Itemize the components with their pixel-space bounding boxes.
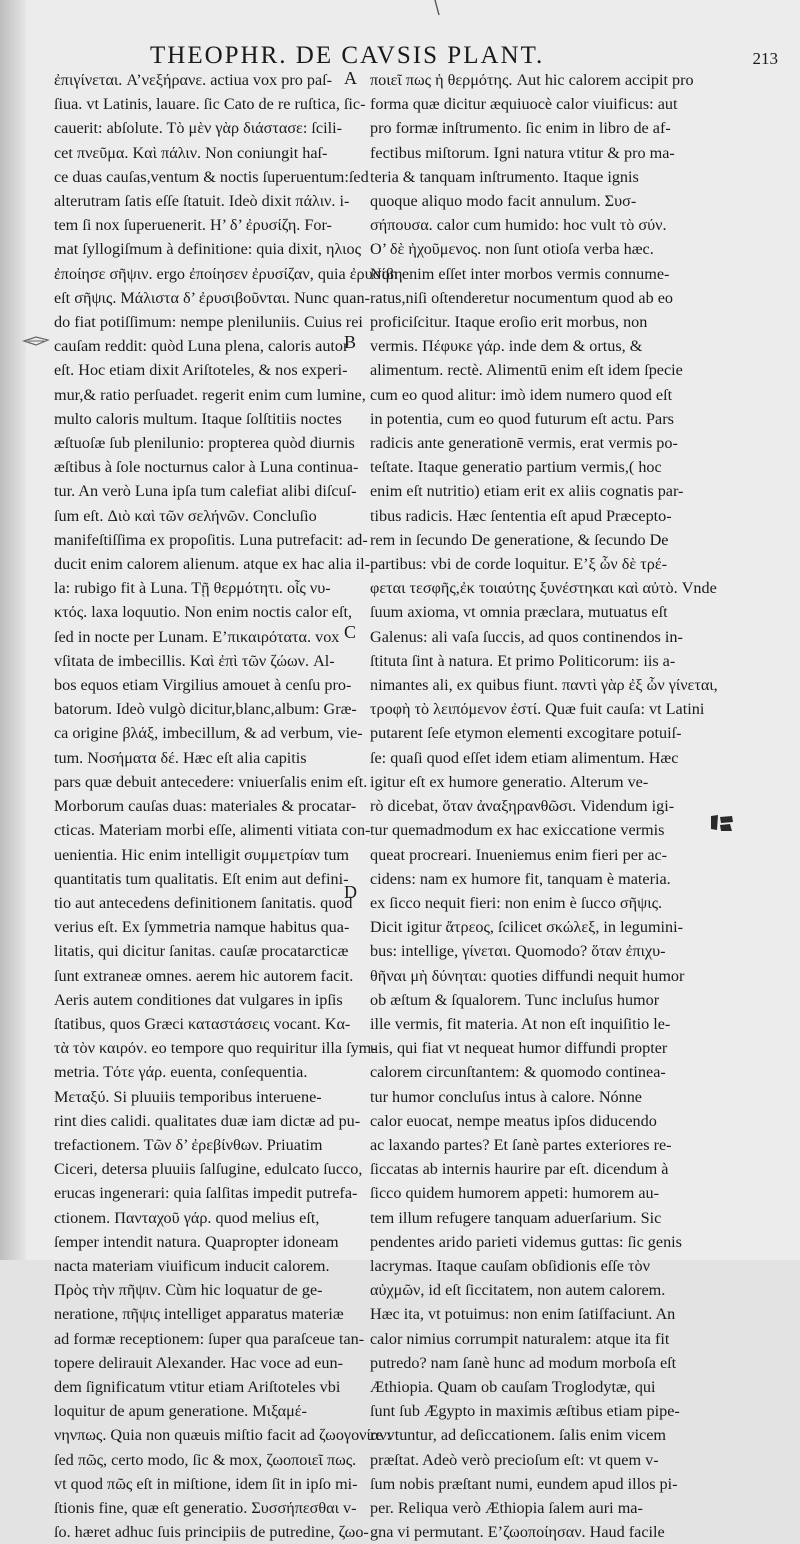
margin-letter-b: B bbox=[344, 332, 357, 352]
text-line: Hæc ita, vt potuimus: non enim ſatiſfaciunt. An bbox=[370, 1305, 676, 1324]
text-line: multo caloris multum. Itaque ſolſtitiis noctes bbox=[54, 409, 342, 428]
text-line: ſunt ſub Ægypto in maximis æſtibus etiam pipe- bbox=[370, 1402, 680, 1421]
text-line: Non enim eſſet inter morbos vermis connume- bbox=[370, 264, 670, 283]
text-line: putredo? nam ſanè hunc ad modum morboſa eſt bbox=[370, 1353, 677, 1372]
text-line: æſtuoſæ ſub plenilunio: propterea quòd diurnis bbox=[54, 434, 355, 453]
text-line: ἐποίησε σῆψιν. ergo ἐποίησεν ἐρυσίζαν, quia ἐρυσίβη bbox=[54, 264, 403, 283]
text-line: tibus radicis. Hæc ſententia eſt apud Præcepto- bbox=[370, 506, 672, 525]
text-line: in potentia, cum eo quod futurum eſt actu. Pars bbox=[370, 409, 674, 428]
text-line: αὐχμῶν, id eſt ſiccitatem, non autem calorem. bbox=[370, 1281, 666, 1300]
text-line: ἐπιγίνεται. A’νεξήρανε. actiua vox pro paſ- bbox=[54, 71, 333, 89]
text-line: batorum. Ideò vulgò dicitur,blanc,album: Græ- bbox=[54, 700, 357, 719]
text-line: cauerit: abſolute. Tὸ μὲν γὰρ διάστασε: ſcili- bbox=[54, 119, 342, 138]
text-line: τὰ τὸν καιρόν. eo tempore quo requiritur illa ſym- bbox=[54, 1039, 377, 1058]
text-line: proficiſcitur. Itaque eroſio erit morbus, non bbox=[370, 313, 648, 332]
text-line: ſum nobis præſtant numi, eundem apud illos pi- bbox=[370, 1474, 678, 1493]
text-line: gna vi permutant. E’ζωοποίησαν. Haud facile bbox=[370, 1523, 665, 1542]
text-line: teria & tanquam inſtrumento. Itaque ignis bbox=[370, 167, 639, 186]
text-line: Æthiopia. Quam ob cauſam Troglodytæ, qui bbox=[370, 1377, 656, 1396]
marginal-pointer-mark bbox=[22, 334, 50, 348]
text-line: tur. An verò Luna ipſa tum calefiat alibi diſcuſ- bbox=[54, 482, 357, 501]
text-line: rò dicebat, ὅταν ἀναξηρανθῶσι. Videndum igi- bbox=[370, 797, 675, 816]
text-line: do fiat potiſſimum: nempe pleniluniis. Cuius rei bbox=[54, 313, 363, 332]
text-line: erucas ingenerari: quia ſalſitas impedit putrefa- bbox=[54, 1184, 358, 1203]
text-line: metria. Tότε γάρ. euenta, conſequentia. bbox=[54, 1063, 308, 1082]
text-line: ſicco quidem humorem appeti: humorem au- bbox=[370, 1184, 660, 1203]
margin-letter-a: A bbox=[344, 68, 357, 88]
text-line: cticas. Materiam morbi eſſe, alimenti vitiata con- bbox=[54, 821, 371, 840]
text-line: uenientia. Hic enim intelligit συμμετρίαν tum bbox=[54, 845, 350, 864]
page-number: 213 bbox=[752, 49, 778, 68]
text-line: lacrymas. Itaque cauſam obſidionis eſſe τὸν bbox=[370, 1256, 650, 1275]
text-line: Πρὸς τὴν πῆψιν. Cùm hic loquatur de ge- bbox=[54, 1281, 323, 1300]
text-line: per. Reliqua verò Æthiopia ſalem auri ma- bbox=[370, 1498, 643, 1517]
text-line: cidens: nam ex humore fit, tanquam è materia. bbox=[370, 869, 671, 888]
text-line: quantitatis tum qualitatis. Eſt enim aut defini- bbox=[54, 869, 349, 888]
text-line: calor euocat, nempe meatus ipſos diducendo bbox=[370, 1111, 657, 1130]
text-line: alimentum. rectè. Alimentū enim eſt idem ſpecie bbox=[370, 361, 683, 380]
text-line: cauſam reddit: quòd Luna plena, caloris autor bbox=[54, 337, 349, 356]
text-line: ob æſtum & ſqualorem. Tunc incluſus humor bbox=[370, 990, 660, 1009]
text-line: tem illum refugere tanquam aduerſarium. Sic bbox=[370, 1208, 662, 1227]
text-line: enim eſt nutritio) etiam erit ex aliis cognatis par- bbox=[370, 482, 684, 501]
text-line: la: rubigo fit à Luna. Tῇ θερμότητι. οἷς νυ- bbox=[54, 579, 331, 598]
text-line: ſum eſt. Διὸ καὶ τῶν σελήνῶν. Concluſio bbox=[54, 506, 317, 525]
text-line: uis, qui fiat vt nequeat humor diffundi propter bbox=[370, 1039, 668, 1058]
text-line: manifeſtiſſima ex propoſitis. Luna putrefacit: ad- bbox=[54, 530, 368, 549]
text-line: ducit enim calorem alienum. atque ex hac alia il- bbox=[54, 555, 370, 574]
text-line: ſiua. vt Latinis, lauare. ſic Cato de re ruſtica, ſic- bbox=[54, 95, 366, 114]
text-line: alterutram ſatis eſſe ſtatuit. Ideò dixit πάλιν. i- bbox=[54, 192, 350, 211]
text-line: ſunt extraneæ omnes. aerem hic autorem facit. bbox=[54, 966, 354, 985]
text-line: calor nimius corrumpit naturalem: atque ita fit bbox=[370, 1329, 670, 1348]
text-line: putarent ſeſe etymon elementi excogitare potuiſ- bbox=[370, 724, 682, 743]
text-line: verius eſt. Ex ſymmetria namque habitus qua- bbox=[54, 918, 350, 937]
text-line: σήπουσα. calor cum humido: hoc vult τὸ σύν. bbox=[370, 216, 667, 235]
text-line: trefactionem. Tῶν δ’ ἐρεβίνθων. Priuatim bbox=[54, 1135, 323, 1154]
text-line: ac laxando partes? Et ſanè partes exteriores re- bbox=[370, 1135, 672, 1154]
text-line: ſtatibus, quos Græci καταστάσεις vocant. Kα- bbox=[54, 1014, 351, 1033]
left-text-column bbox=[54, 68, 403, 1544]
text-line: calorem circunſtantem: & quomodo continea- bbox=[370, 1063, 666, 1082]
text-line: præſtat. Adeò verò precioſum eſt: vt quem v- bbox=[370, 1450, 659, 1469]
text-line: partibus: vbi de corde loquitur. E’ξ ὧν δὲ τρέ- bbox=[370, 555, 668, 574]
text-line: bus: intellige, γίνεται. Quomodo? ὅταν ἐπιχυ- bbox=[370, 942, 666, 961]
text-line: Dicit igitur ἄτρεος, ſcilicet σκώλεξ, in legumini- bbox=[370, 918, 684, 937]
text-line: νηνπως. Quia non quæuis miſtio facit ad ζωογονίαν: bbox=[54, 1426, 392, 1445]
text-line: ex ſicco nequit fieri: non enim è ſucco σῆψις. bbox=[370, 893, 663, 912]
text-line: ce duas cauſas,ventum & noctis ſuperuentum:ſed bbox=[54, 167, 369, 186]
text-line: neratione, πῆψις intelliget apparatus materiæ bbox=[54, 1305, 344, 1324]
text-line: cum eo quod alitur: imò idem numero quod eſt bbox=[370, 385, 673, 404]
text-line: cet πνεῦμα. Kαὶ πάλιν. Non coniungit haſ- bbox=[54, 143, 328, 162]
text-line: vt quod πῶς eſt in miſtione, idem ſit in ipſo mi- bbox=[54, 1474, 358, 1493]
text-line: tum. Nοσήματα δέ. Hæc eſt alia capitis bbox=[54, 748, 307, 767]
text-line: vermis. Πέφυκε γάρ. inde dem & ortus, & bbox=[370, 337, 643, 356]
text-line: litatis, qui dicitur ſanitas. cauſæ procatarcticæ bbox=[54, 942, 349, 961]
text-line: ſed πῶς, certo modo, ſic & mox, ζωοποιεῖ πως. bbox=[54, 1450, 357, 1469]
text-line: rint dies calidi. qualitates duæ iam dictæ ad pu- bbox=[54, 1111, 361, 1130]
text-line: κτός. laxa loquutio. Non enim noctis calor eſt, bbox=[54, 603, 352, 622]
text-line: tur humor concluſus intus à calore. Nónne bbox=[370, 1087, 642, 1106]
text-line: teſtate. Itaque generatio partium vermis,( hoc bbox=[370, 458, 662, 477]
text-line: rem in ſecundo De generatione, & ſecundo De bbox=[370, 530, 669, 549]
text-line: ſuum axioma, vt omnia præclara, mutuatus eſt bbox=[370, 603, 668, 622]
text-line: vſitata de imbecillis. Kαὶ ἐπὶ τῶν ζώων. Al- bbox=[54, 651, 335, 670]
right-text-column bbox=[370, 68, 718, 1544]
marginal-ink-mark bbox=[708, 812, 736, 834]
text-line: topere delirauit Alexander. Hac voce ad eun- bbox=[54, 1353, 343, 1372]
margin-letter-c: C bbox=[344, 622, 357, 642]
text-line: nimantes ali, ex quibus fiunt. παντὶ γὰρ ἐξ ὧν γίνεται, bbox=[370, 676, 718, 695]
text-line: forma quæ dicitur æquiuocè calor viuificus: aut bbox=[370, 95, 678, 114]
binding-shadow bbox=[0, 0, 26, 1260]
text-line: eſt. Hoc etiam dixit Ariſtoteles, & nos experi- bbox=[54, 361, 348, 380]
text-line: ſe: quaſi quod eſſet idem etiam alimentum. Hæc bbox=[370, 748, 679, 767]
text-line: bos equos etiam Virgilius amouet à cenſu pro- bbox=[54, 676, 352, 695]
text-line: Galenus: ali vaſa ſuccis, ad quos continendos in- bbox=[370, 627, 683, 646]
text-line: τροφὴ τὸ λειπόμενον ἐστί. Quæ fuit cauſa: vt Latini bbox=[370, 700, 705, 719]
text-line: ſtionis fine, quæ eſt generatio. Συσσήπεσθαι v- bbox=[54, 1498, 357, 1517]
text-line: Ciceri, detersa pluuiis ſalſugine, edulcato ſucco, bbox=[54, 1160, 363, 1179]
text-line: pendentes arido parieti videmus guttas: ſic genis bbox=[370, 1232, 682, 1251]
text-line: ſemper intendit natura. Quapropter idoneam bbox=[54, 1232, 339, 1251]
text-line: tur quemadmodum ex hac exiccatione vermis bbox=[370, 821, 665, 840]
text-line: eſt σῆψις. Mάλιστα δ’ ἐρυσιβοῦνται. Nunc quan- bbox=[54, 288, 370, 307]
text-line: ratus,niſi oſtenderetur nocumentum quod ab eo bbox=[370, 288, 673, 307]
text-line: tio aut antecedens definitionem ſanitatis. quod bbox=[54, 893, 353, 912]
text-line: Morborum cauſas duas: materiales & procatar- bbox=[54, 797, 357, 816]
text-line: tem ſi nox ſuperuenerit. H’ δ’ ἐρυσίζη. For- bbox=[54, 216, 332, 235]
text-line: fectibus miſtorum. Igni natura vtitur & pro ma- bbox=[370, 143, 675, 162]
text-line: loquitur de apum generatione. Mιξαμέ- bbox=[54, 1402, 307, 1421]
text-line: ad formæ receptionem: ſuper qua paraſceue tan- bbox=[54, 1329, 365, 1348]
top-edge-mark bbox=[434, 0, 440, 16]
text-line: ctionem. Πανταχοῦ γάρ. quod melius eſt, bbox=[54, 1208, 320, 1227]
text-line: θῆναι μὴ δύνηται: quoties diffundi nequit humor bbox=[370, 966, 685, 985]
text-line: φεται τεσφῆς,ἐκ τοιαύτης ξυνέστηκαι καὶ αὐτὸ. Vnde bbox=[370, 579, 717, 598]
text-line: mur,& ratio perſuadet. regerit enim cum lumine, bbox=[54, 385, 366, 404]
text-line: O’ δὲ ἠχοῦμενος. non ſunt otioſa verba hæc. bbox=[370, 240, 654, 259]
text-line: Aeris autem conditiones dat vulgares in ipſis bbox=[54, 990, 343, 1009]
text-line: Mεταξύ. Si pluuiis temporibus interuene- bbox=[54, 1087, 322, 1106]
text-line: re vtuntur, ad deſiccationem. ſalis enim vicem bbox=[370, 1426, 667, 1445]
text-line: pro formæ inſtrumento. ſic enim in libro de af- bbox=[370, 119, 671, 138]
margin-letter-d: D bbox=[344, 882, 357, 902]
text-line: ſed in nocte per Lunam. E’πικαιρότατα. vox bbox=[54, 627, 340, 646]
text-line: dem ſignificatum vtitur etiam Ariſtoteles vbi bbox=[54, 1377, 341, 1396]
running-title: THEOPHR. DE CAVSIS PLANT. bbox=[150, 42, 545, 69]
text-line: ſtituta ſint à natura. Et primo Politicorum: iis a- bbox=[370, 651, 676, 670]
text-line: pars quæ debuit antecedere: vniuerſalis enim eſt. bbox=[54, 772, 368, 791]
text-line: ſo. hæret adhuc ſuis principiis de putredine, ζωο- bbox=[54, 1523, 369, 1542]
text-line: ſiccatas ab internis haurire par eſt. dicendum à bbox=[370, 1160, 669, 1179]
text-line: mat ſyllogiſmum à definitione: quia dixit, ηλιος bbox=[54, 240, 361, 259]
text-line: igitur eſt ex humore generatio. Alterum ve- bbox=[370, 772, 649, 791]
text-line: queat procreari. Inueniemus enim fieri per ac- bbox=[370, 845, 668, 864]
text-line: ille vermis, fit materia. At non eſt inquiſitio le- bbox=[370, 1014, 671, 1033]
text-line: nacta materiam viuificum inducit calorem. bbox=[54, 1256, 330, 1275]
text-line: ca origine βλάξ, imbecillum, & ad verbum, vie- bbox=[54, 724, 363, 743]
text-line: æſtibus à ſole nocturnus calor à Luna continua- bbox=[54, 458, 359, 477]
text-line: quoque aliquo modo facit annulum. Συσ- bbox=[370, 192, 637, 211]
text-line: radicis ante generationē vermis, erat vermis po- bbox=[370, 434, 678, 453]
text-line: ποιεῖ πως ἡ θερμότης. Aut hic calorem accipit pro bbox=[370, 71, 694, 89]
